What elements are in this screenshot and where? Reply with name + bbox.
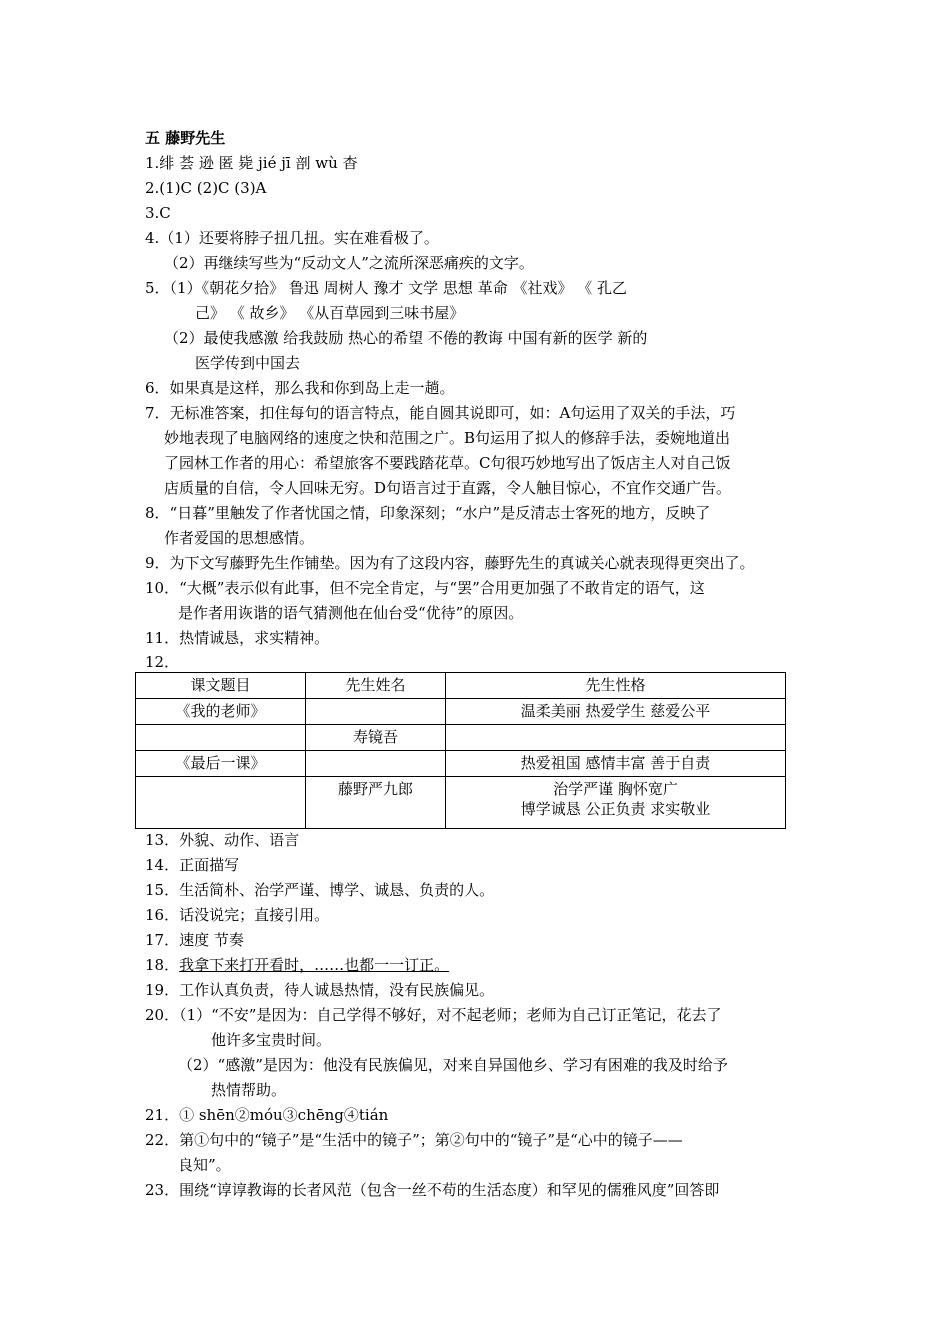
table-cell: 《我的老师》 xyxy=(136,699,306,725)
table-cell xyxy=(446,725,786,751)
answer-9: 9．为下文写藤野先生作铺垫。因为有了这段内容，藤野先生的真诚关心就表现得更突出了。 xyxy=(145,554,755,572)
answer-22-2: 良知”。 xyxy=(178,1156,231,1174)
answer-5-1: 5．（1）《朝花夕拾》 鲁迅 周树人 豫才 文学 思想 革命 《社戏》 《 孔乙 xyxy=(145,279,628,297)
table-cell-line: 治学严谨 胸怀宽广 xyxy=(553,780,678,798)
answer-18 xyxy=(145,955,449,975)
answer-18-underlined: 我拿下来打开看时，……也都一一订正。 xyxy=(179,956,450,974)
answer-20-2-cont: 热情帮助。 xyxy=(211,1081,287,1099)
table-cell-line: 博学诚恳 公正负责 求实敬业 xyxy=(520,800,711,818)
table-header-cell: 课文题目 xyxy=(136,673,306,699)
section-title: 五 藤野先生 xyxy=(145,129,226,147)
answer-3: 3.C xyxy=(145,204,171,222)
answer-10-2: 是作者用诙谐的语气猜测他在仙台受“优待”的原因。 xyxy=(178,604,524,622)
table-cell xyxy=(306,699,446,725)
answer-8-2: 作者爱国的思想感情。 xyxy=(164,529,315,547)
table-cell xyxy=(136,777,306,829)
answer-19: 19．工作认真负责，待人诚恳热情，没有民族偏见。 xyxy=(145,981,495,999)
answer-4-1: 4.（1）还要将脖子扭几扭。实在难看极了。 xyxy=(145,229,439,247)
table-cell-multiline xyxy=(446,777,786,829)
answer-23: 23．围绕“谆谆教诲的长者风范（包含一丝不苟的生活态度）和罕见的儒雅风度”回答即 xyxy=(145,1181,720,1199)
table-cell: 藤野严九郎 xyxy=(306,777,446,829)
answer-5-2-cont: 医学传到中国去 xyxy=(195,354,301,372)
answer-8-1: 8．“日暮”里触发了作者忧国之情，印象深刻；“水户”是反清志士客死的地方，反映了 xyxy=(145,504,711,522)
answer-7-2: 妙地表现了电脑网络的速度之快和范围之广。B句运用了拟人的修辞手法，委婉地道出 xyxy=(164,429,731,447)
answer-20-2: （2）“感激”是因为：他没有民族偏见，对来自异国他乡、学习有困难的我及时给予 xyxy=(178,1056,728,1074)
table-cell: 温柔美丽 热爱学生 慈爱公平 xyxy=(446,699,786,725)
table-cell: 热爱祖国 感情丰富 善于自责 xyxy=(446,751,786,777)
answer-7-4: 店质量的自信，令人回味无穷。D句语言过于直露，令人触目惊心，不宜作交通广告。 xyxy=(164,479,732,497)
answer-2: 2.(1)C (2)C (3)A xyxy=(145,179,267,197)
table-cell: 《最后一课》 xyxy=(136,751,306,777)
table-row xyxy=(136,699,786,725)
answer-20-1-cont: 他许多宝贵时间。 xyxy=(211,1031,332,1049)
table-cell xyxy=(306,751,446,777)
answer-16: 16．话没说完；直接引用。 xyxy=(145,906,330,924)
answer-4-2: （2）再继续写些为“反动文人”之流所深恶痛疾的文字。 xyxy=(164,254,534,272)
answer-7-1: 7．无标准答案，扣住每句的语言特点，能自圆其说即可，如：A句运用了双关的手法，巧 xyxy=(145,404,736,422)
answer-10-1: 10．“大概”表示似有此事，但不完全肯定，与“罢”合用更加强了不敢肯定的语气，这 xyxy=(145,579,705,597)
table-header-cell: 先生姓名 xyxy=(306,673,446,699)
answer-20-1: 20．（1）“不安”是因为：自己学得不够好，对不起老师；老师为自己订正笔记，花去了 xyxy=(145,1006,722,1024)
answer-15: 15．生活简朴、治学严谨、博学、诚恳、负责的人。 xyxy=(145,881,495,899)
table-row xyxy=(136,751,786,777)
answer-6: 6．如果真是这样，那么我和你到岛上走一趟。 xyxy=(145,379,455,397)
answer-14: 14．正面描写 xyxy=(145,856,240,874)
answer-7-3: 了园林工作者的用心：希望旅客不要践踏花草。C句很巧妙地写出了饭店主人对自己饭 xyxy=(164,454,731,472)
answer-12: 12． xyxy=(145,653,180,671)
answer-5-1-cont: 己》 《 故乡》 《从百草园到三味书屋》 xyxy=(195,304,465,322)
answer-1: 1.绯 荟 逊 匿 毙 jié jī 剖 wù 杳 xyxy=(145,154,358,172)
table-cell: 寿镜吾 xyxy=(306,725,446,751)
table-header-cell: 先生性格 xyxy=(446,673,786,699)
answer-11: 11．热情诚恳，求实精神。 xyxy=(145,629,330,647)
table-row xyxy=(136,725,786,751)
answer-5-2: （2）最使我感激 给我鼓励 热心的希望 不倦的教诲 中国有新的医学 新的 xyxy=(164,329,648,347)
answer-21: 21．① shēn②móu③chēng④tián xyxy=(145,1106,389,1124)
answer-22-1: 22．第①句中的“镜子”是“生活中的镜子”；第②句中的“镜子”是“心中的镜子—— xyxy=(145,1131,683,1149)
answer-17: 17．速度 节奏 xyxy=(145,931,244,949)
table-header-row xyxy=(136,673,786,699)
table-row xyxy=(136,777,786,829)
answer-13: 13．外貌、动作、语言 xyxy=(145,831,300,849)
answer-18-number: 18． xyxy=(145,956,180,974)
teacher-table xyxy=(135,672,786,829)
table-cell xyxy=(136,725,306,751)
